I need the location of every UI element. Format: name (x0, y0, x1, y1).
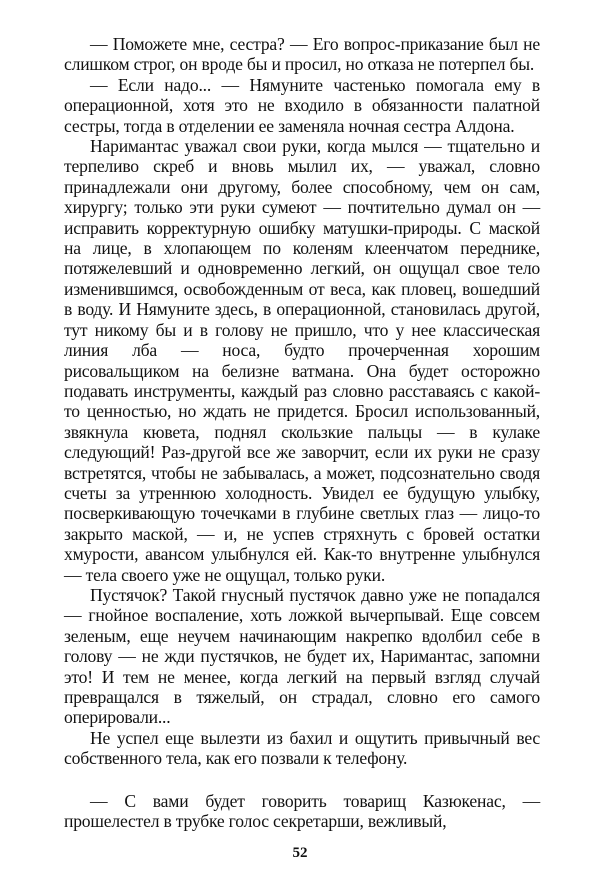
paragraph-hands: Наримантас уважал свои руки, когда мылся — тщательно и терпеливо скреб и вновь мылил их, — уважал, словно принадлежали они другому, более способному, чем он сам, хирургу; только эти руки сумеют — почтительно думал он — исправить корректурную ошибку матушки-природы. С маской на лице, в хлопающем по коленям клеенчатом переднике, потяжелевший и одновременно легкий, он ощущал свое тело изменившимся, освобожденным от веса, как пловец, вошедший в воду. И Нямуните здесь, в операционной, становилась другой, тут никому бы и в голову не пришло, что у нее классическая линия лба — носа, будто прочерченная хорошим рисовальщиком на белизне ватмана. Она будет осторожно подавать инструменты, каждый раз словно расставаясь с какой-то ценностью, но ждать не придется. Бросил использованный, звякнула кювета, поднял скользкие пальцы — в кулаке следующий! Раз-другой все же заворчит, если их руки не сразу встретятся, чтобы не забывалась, а может, подсознательно сводя счеты за утреннюю холодность. Увидел ее будущую улыбку, посверкивающую точечками в глубине светлых глаз — лицо-то закрыто маской, — и, не успев стряхнуть с бровей остатки хмурости, авансом улыбнулся ей. Как-то внутренне улыбнулся — тела своего уже не ощущал, только руки. (64, 136, 540, 585)
paragraph-secretary: — С вами будет говорить товарищ Казюкенас, — прошелестел в трубке голос секретарши, вежливый, (64, 790, 540, 832)
paragraph-dialogue-reply: — Если надо... — Нямуните частенько помогала ему в операционной, хотя это не входило в обязанности палатной сестры, тогда в отделении ее заменяла ночная сестра Алдона. (64, 74, 540, 136)
book-page-text (64, 34, 540, 831)
paragraph-dialogue-request: — Поможете мне, сестра? — Его вопрос-приказание был не слишком строг, он вроде бы и просил, но отказа не потерпел бы. (64, 34, 540, 75)
paragraph-phone-call: Не успел еще вылезти из бахил и ощутить привычный вес собственного тела, как его позвали к телефону. (64, 727, 540, 769)
page-number: 52 (292, 845, 308, 861)
paragraph-trifle: Пустячок? Такой гнусный пустячок давно уже не попадался — гнойное воспаление, хоть ложкой вычерпывай. Еще совсем зеленым, еще неучем начинающим накрепко вдолбил себе в голову — не жди пустячков, не будет их, Наримантас, запомни это! И тем не менее, когда легкий на первый взгляд случай превращался в тяжелый, он страдал, словно его самого оперировали... (64, 584, 540, 728)
